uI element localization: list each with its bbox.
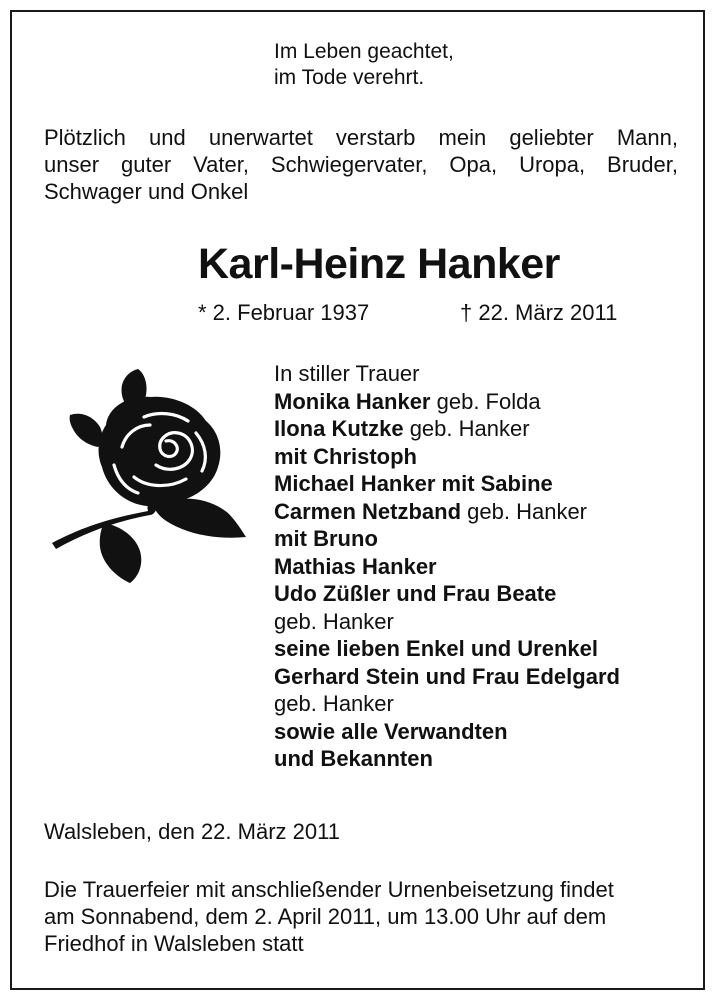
mourner-row xyxy=(274,690,620,718)
intro-line-2: unser guter Vater, Schwiegervater, Opa, Uropa, Bruder, xyxy=(44,152,678,177)
funeral-notice xyxy=(44,876,614,957)
deceased-name: Karl-Heinz Hanker xyxy=(198,240,560,288)
mourner-name: und Bekannten xyxy=(274,746,433,771)
mourner-row xyxy=(274,608,620,636)
mourner-row xyxy=(274,498,620,526)
rose-icon xyxy=(46,355,246,595)
mourner-row xyxy=(274,663,620,691)
mourning-heading: In stiller Trauer xyxy=(274,361,420,386)
mourner-note: geb. Hanker xyxy=(403,416,530,441)
mourner-name: Gerhard Stein und Frau Edelgard xyxy=(274,663,620,689)
mourner-note: geb. Hanker xyxy=(274,691,394,716)
mourners-list xyxy=(274,360,620,773)
mourner-note: geb. Folda xyxy=(430,388,541,414)
funeral-line-3: Friedhof in Walsleben statt xyxy=(44,931,304,956)
mourner-row xyxy=(274,388,620,416)
birth-date: * 2. Februar 1937 xyxy=(198,300,370,325)
mourner-row xyxy=(274,718,620,746)
motto xyxy=(274,39,454,91)
mourner-row xyxy=(274,635,620,663)
mourner-row xyxy=(274,525,620,553)
mourner-name: mit Christoph xyxy=(274,443,417,469)
mourner-name: Michael Hanker mit Sabine xyxy=(274,471,553,496)
intro-text xyxy=(44,124,678,205)
mourner-row xyxy=(274,745,620,773)
rose-leaf-lower xyxy=(100,523,142,583)
mourner-row xyxy=(274,553,620,581)
death-date: † 22. März 2011 xyxy=(460,300,618,325)
mourner-name: seine lieben Enkel und Urenkel xyxy=(274,636,598,661)
mourner-row xyxy=(274,443,620,471)
mourner-name: Ilona Kutzke xyxy=(274,416,404,441)
funeral-line-2: am Sonnabend, dem 2. April 2011, um 13.00 Uhr auf dem xyxy=(44,904,607,929)
rose-leaf-upper-left xyxy=(70,414,103,447)
place-date: Walsleben, den 22. März 2011 xyxy=(44,819,340,844)
mourner-name: sowie alle Verwandten xyxy=(274,718,508,744)
mourner-note: geb. Hanker xyxy=(461,498,588,524)
motto-line-1: Im Leben geachtet, xyxy=(274,40,454,63)
mourner-name: Mathias Hanker xyxy=(274,553,437,579)
mourner-note: geb. Hanker xyxy=(274,608,394,634)
intro-line-1: Plötzlich und unerwartet verstarb mein geliebter Mann, xyxy=(44,125,678,150)
mourner-name: Monika Hanker xyxy=(274,388,431,414)
mourner-row xyxy=(274,470,620,498)
motto-line-2: im Tode verehrt. xyxy=(274,66,425,89)
mourner-name: mit Bruno xyxy=(274,526,378,551)
funeral-line-1: Die Trauerfeier mit anschließender Urnenbeisetzung findet xyxy=(44,877,614,902)
obituary-frame xyxy=(10,10,705,990)
mourner-name: Carmen Netzband xyxy=(274,498,462,524)
mourner-name: Udo Züßler und Frau Beate xyxy=(274,581,557,606)
mourner-row xyxy=(274,580,620,608)
mourner-row xyxy=(274,415,620,443)
intro-line-3: Schwager und Onkel xyxy=(44,179,249,204)
